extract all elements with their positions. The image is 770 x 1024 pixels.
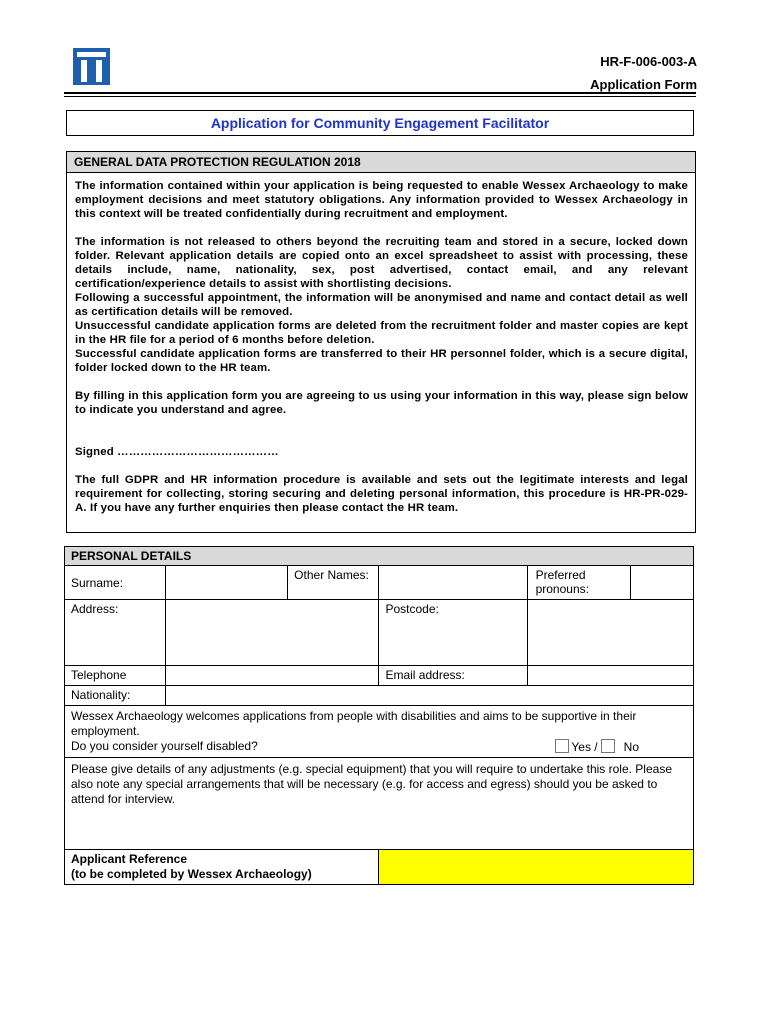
surname-field[interactable] [166, 566, 288, 600]
address-field[interactable] [166, 600, 379, 666]
form-title: Application for Community Engagement Facilitator [66, 110, 694, 136]
address-label: Address: [65, 600, 166, 666]
gdpr-paragraph: Successful candidate application forms are transferred to their HR personnel folder, which is a secure digital, folder locked down to the HR team. [75, 348, 688, 374]
header-divider [64, 92, 696, 94]
applicant-reference-field[interactable] [379, 850, 694, 885]
adjustments-field[interactable] [65, 758, 694, 850]
gdpr-paragraph: The information contained within your application is being requested to enable Wessex Archaeology to make employment decisions and meet statutory obligations. Any information provided to Wessex Archaeology in this context will be treated confidentially during recruitment and employment. [75, 180, 688, 220]
nationality-field[interactable] [166, 686, 694, 706]
gdpr-section [66, 151, 696, 533]
no-checkbox[interactable] [601, 739, 615, 753]
applicant-reference-label [65, 850, 379, 885]
email-field[interactable] [527, 666, 693, 686]
document-header [590, 50, 697, 96]
disability-section [65, 706, 694, 758]
gdpr-paragraph: The full GDPR and HR information procedure is available and sets out the legitimate interests and legal requirement for collecting, storing securing and deleting personal information, this procedure is HR-PR-029-A. If you have any further enquiries then please contact the HR team. [75, 474, 688, 514]
other-names-field[interactable] [379, 566, 527, 600]
document-code: HR-F-006-003-A [600, 54, 697, 69]
postcode-field[interactable] [527, 600, 693, 666]
yes-label: Yes / [571, 740, 598, 754]
signature-line[interactable]: Signed …………………………………… [75, 446, 279, 458]
gdpr-paragraph: The information is not released to others beyond the recruiting team and stored in a secure, locked down folder. Relevant application details are copied onto an excel spreadsheet to assist with processing, these details include, name, nationality, sex, post advertised, contact email, and any relevant certification/experience details to assist with shortlisting decisions. [75, 236, 688, 290]
other-names-label: Other Names: [288, 566, 379, 600]
applicant-reference-title: Applicant Reference [71, 852, 188, 866]
gdpr-paragraph: Unsuccessful candidate application forms are deleted from the recruitment folder and master copies are kept in the HR file for a period of 6 months before deletion. [75, 320, 688, 346]
gdpr-body [67, 173, 695, 515]
gdpr-heading: GENERAL DATA PROTECTION REGULATION 2018 [67, 152, 695, 173]
personal-details-heading: PERSONAL DETAILS [65, 547, 694, 566]
personal-details-table [64, 546, 694, 885]
nationality-label: Nationality: [65, 686, 166, 706]
surname-label: Surname: [65, 566, 166, 600]
pronouns-field[interactable] [631, 566, 694, 600]
adjustments-text: Please give details of any adjustments (e.g. special equipment) that you will require to undertake this role. Please also note any special arrangements that will be necessary (e.g. for access and egress) should you be asked to attend for interview. [71, 762, 672, 806]
company-logo [73, 48, 110, 85]
postcode-label: Postcode: [379, 600, 527, 666]
document-type: Application Form [590, 77, 697, 92]
telephone-field[interactable] [166, 666, 379, 686]
no-label: No [623, 740, 639, 754]
pronouns-label: Preferred pronouns: [527, 566, 630, 600]
yes-checkbox[interactable] [555, 739, 569, 753]
email-label: Email address: [379, 666, 527, 686]
header-divider-thin [64, 96, 696, 97]
disability-text: Wessex Archaeology welcomes applications from people with disabilities and aims to be supportive in their employment. [71, 709, 637, 738]
telephone-label: Telephone [65, 666, 166, 686]
applicant-reference-note: (to be completed by Wessex Archaeology) [71, 867, 312, 881]
gdpr-paragraph: By filling in this application form you are agreeing to us using your information in this way, please sign below to indicate you understand and agree. [75, 390, 688, 416]
gdpr-paragraph: Following a successful appointment, the information will be anonymised and name and contact detail as well as certification details will be removed. [75, 292, 688, 318]
disability-question: Do you consider yourself disabled? [71, 739, 258, 753]
